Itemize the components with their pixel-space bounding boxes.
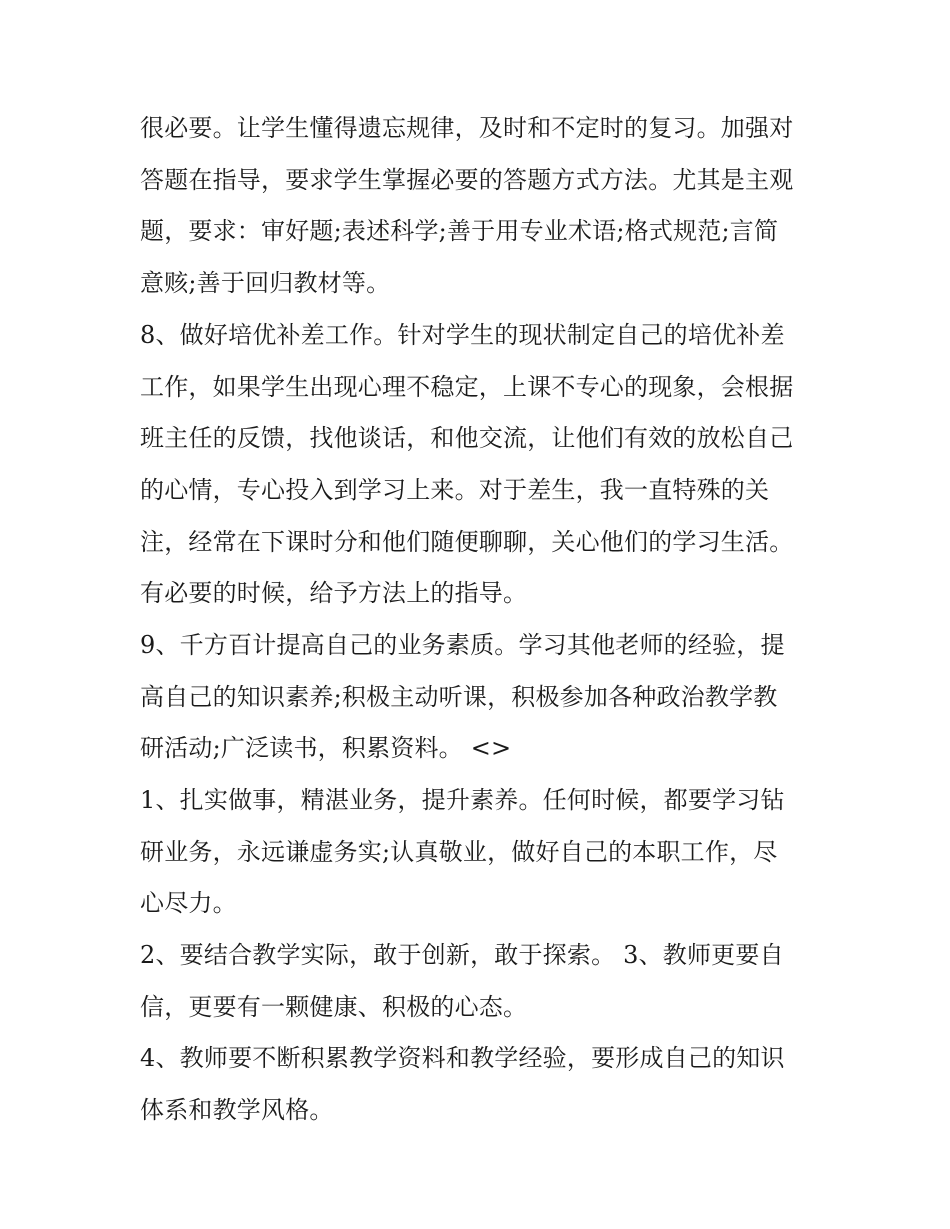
text-line-7: 班主任的反馈，找他谈话，和他交流，让他们有效的放松自己 — [140, 424, 794, 452]
text-line-18: 信，更要有一颗健康、积极的心态。 — [140, 993, 528, 1021]
text-line-9: 注，经常在下课时分和他们随便聊聊，关心他们的学习生活。 — [140, 528, 794, 556]
text-line-20: 体系和教学风格。 — [140, 1096, 334, 1124]
text-line-5: 8、做好培优补差工作。针对学生的现状制定自己的培优补差 — [140, 321, 785, 349]
text-line-12: 高自己的知识素养;积极主动听课，积极参加各种政治教学教 — [140, 683, 778, 711]
text-line-8: 的心情，专心投入到学习上来。对于差生，我一直特殊的关 — [140, 476, 770, 504]
text-line-10: 有必要的时候，给予方法上的指导。 — [140, 579, 528, 607]
text-line-19: 4、教师要不断积累教学资料和教学经验，要形成自己的知识 — [140, 1044, 785, 1072]
text-line-14: 1、扎实做事，精湛业务，提升素养。任何时候，都要学习钻 — [140, 786, 785, 814]
text-line-1: 很必要。让学生懂得遗忘规律，及时和不定时的复习。加强对 — [140, 114, 794, 142]
text-line-4: 意赅;善于回归教材等。 — [140, 269, 391, 297]
text-line-3: 题，要求：审好题;表述科学;善于用专业术语;格式规范;言简 — [140, 217, 779, 245]
text-line-17: 2、要结合教学实际，敢于创新，敢于探索。 3、教师更要自 — [140, 941, 784, 969]
text-line-16: 心尽力。 — [140, 889, 237, 917]
text-line-2: 答题在指导，要求学生掌握必要的答题方式方法。尤其是主观 — [140, 166, 794, 194]
text-line-6: 工作，如果学生出现心理不稳定，上课不专心的现象，会根据 — [140, 373, 794, 401]
text-line-13: 研活动;广泛读书，积累资料。 <> — [140, 734, 512, 762]
text-line-15: 研业务，永远谦虚务实;认真敬业，做好自己的本职工作，尽 — [140, 838, 778, 866]
text-line-11: 9、千方百计提高自己的业务素质。学习其他老师的经验，提 — [140, 631, 785, 659]
